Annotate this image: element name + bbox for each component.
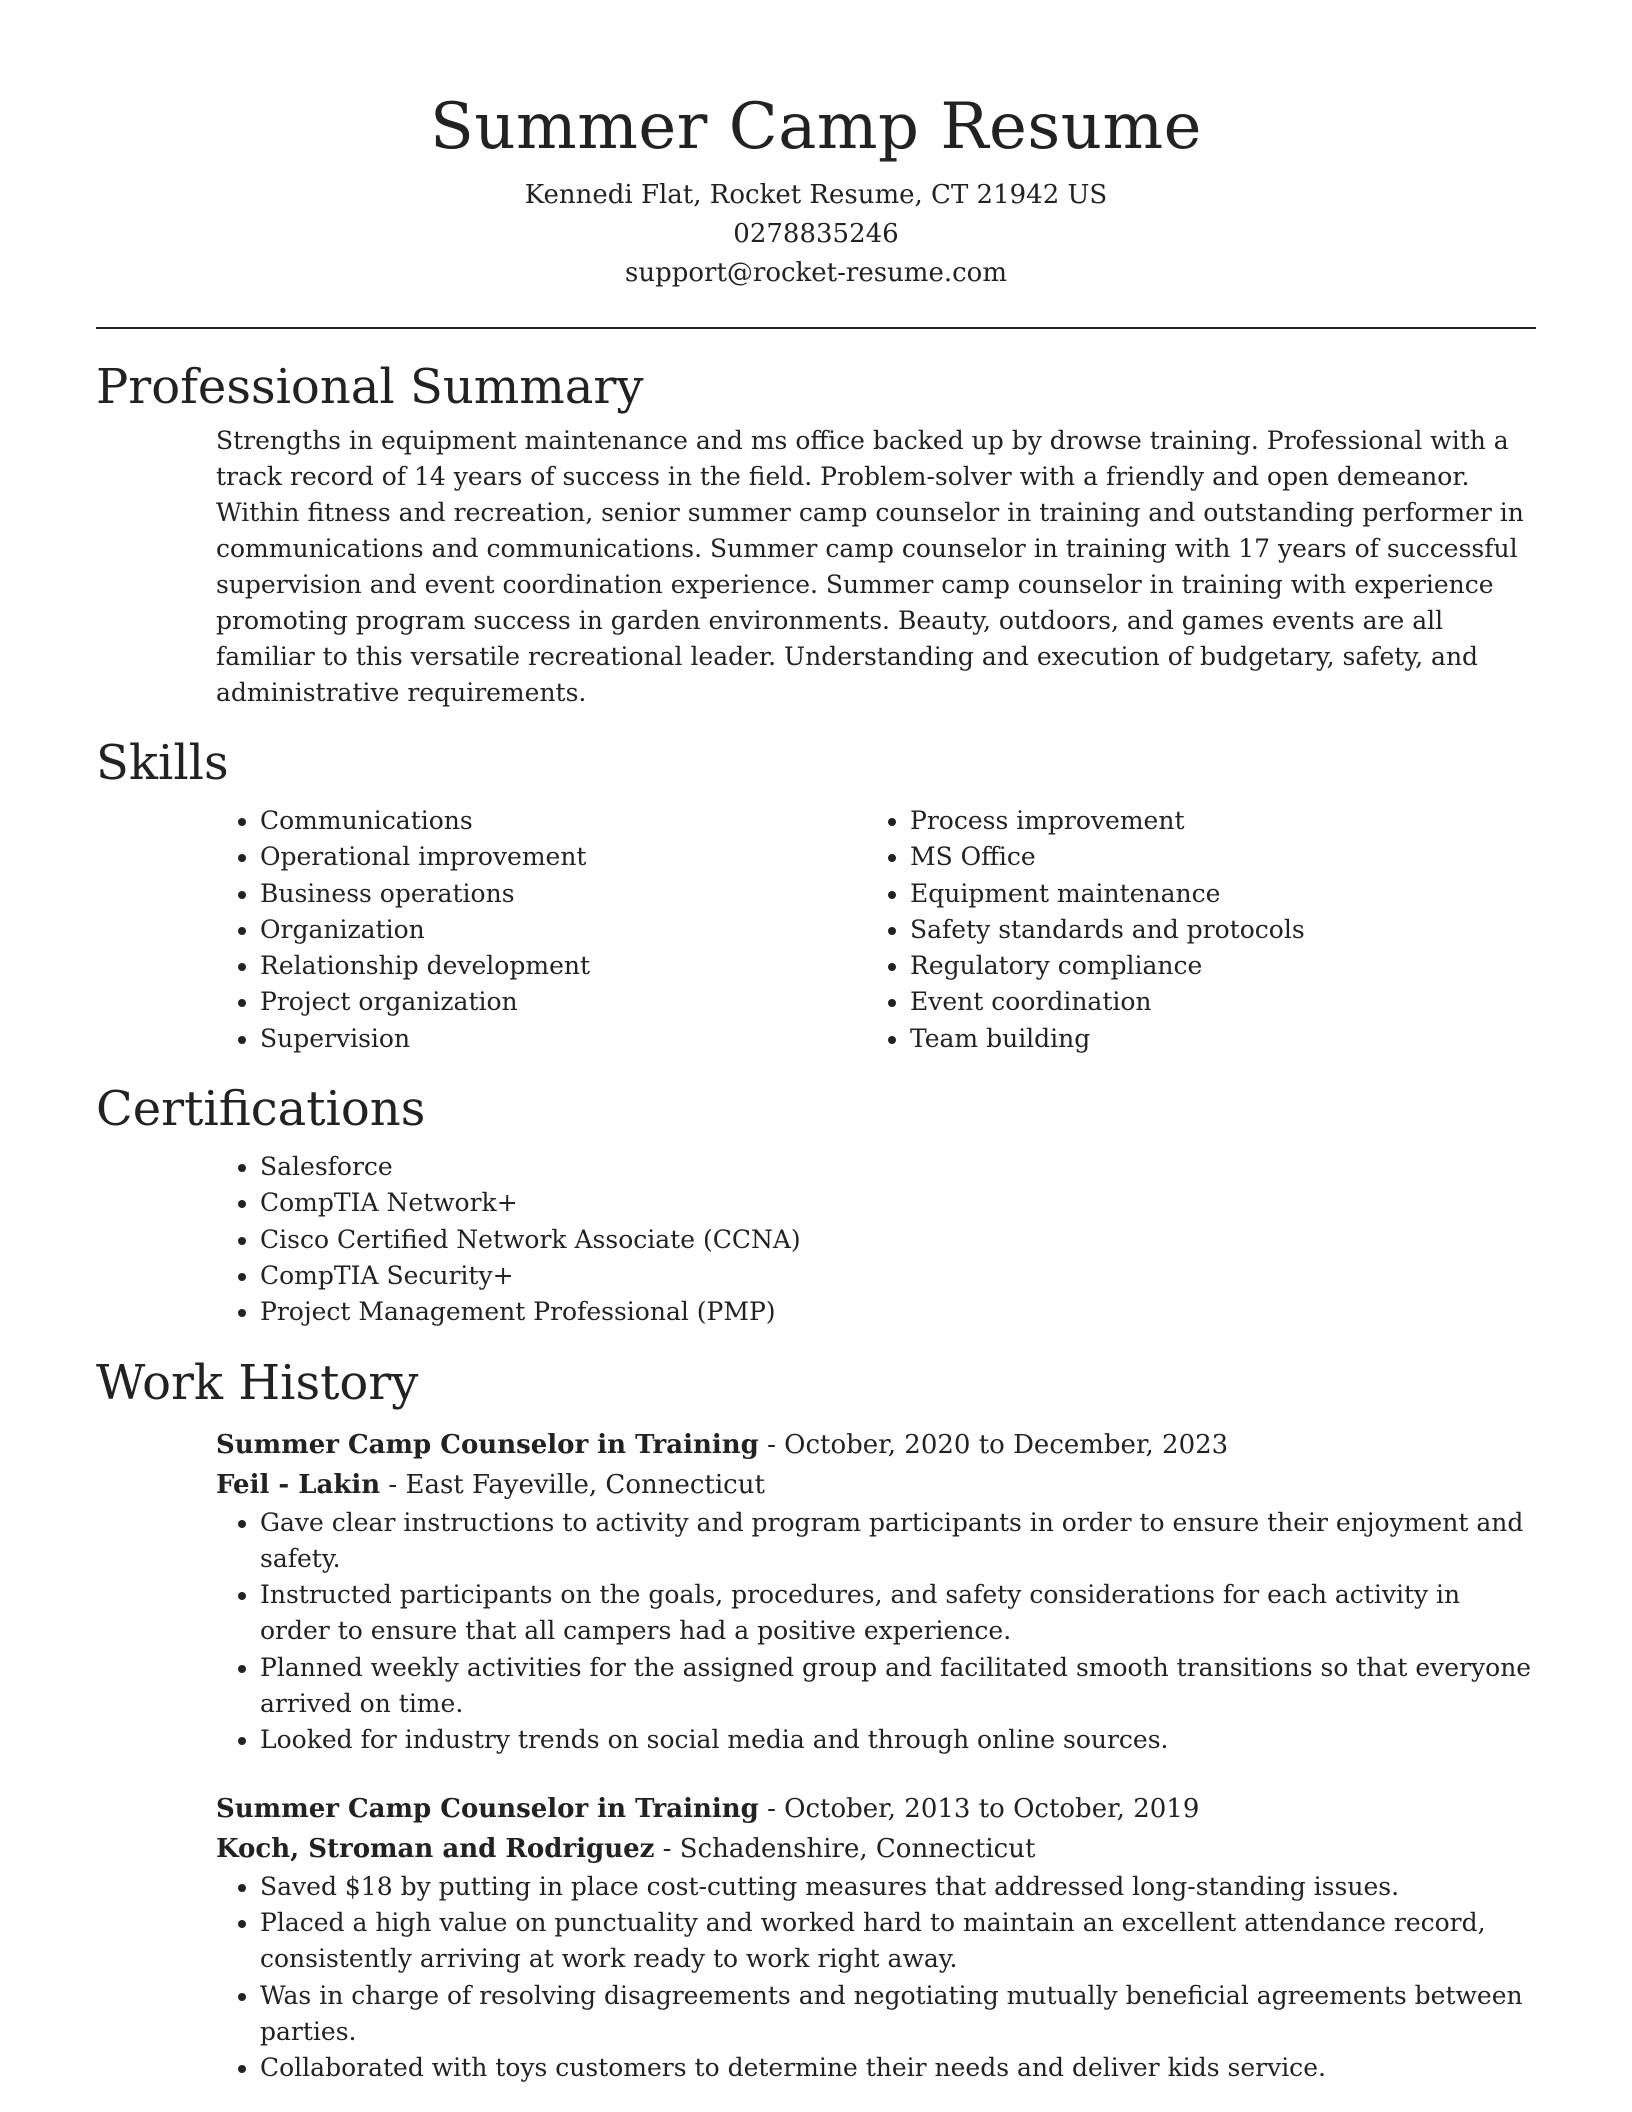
skill-item: • Relationship development xyxy=(260,948,866,984)
certification-item: • Cisco Certified Network Associate (CCNA) xyxy=(260,1222,1536,1258)
job-entry xyxy=(216,1425,1536,1759)
job-company: Koch, Stroman and Rodriguez xyxy=(216,1833,655,1864)
skills-grid xyxy=(216,803,1536,1057)
job-bullets xyxy=(216,1869,1536,2087)
job-title: Summer Camp Counselor in Training xyxy=(216,1793,759,1824)
resume-page xyxy=(96,0,1536,2086)
job-company: Feil - Lakin xyxy=(216,1469,381,1500)
skill-item: • Safety standards and protocols xyxy=(910,912,1516,948)
contact-phone: 0278835246 xyxy=(733,219,899,249)
job-title-line xyxy=(216,1425,1536,1465)
job-company-line xyxy=(216,1829,1536,1869)
skills-section xyxy=(96,733,1536,1057)
certification-item: • Salesforce xyxy=(260,1149,1536,1185)
certifications-list xyxy=(216,1149,1536,1330)
job-separator: - xyxy=(758,1429,785,1460)
summary-text: Strengths in equipment maintenance and ms office backed up by drowse training. Professional with a track record of 14 years of success in the field. Problem-solver with a friendly and open demeanor. Within fitness and recreation, senior summer camp counselor in training and outstanding performer in communications and communications. Summer camp counselor in training with 17 years of successful supervision and event coordination experience. Summer camp counselor in training with experience promoting program success in garden environments. Beauty, outdoors, and games events are all familiar to this versatile recreational leader. Understanding and execution of budgetary, safety, and administrative requirements. xyxy=(216,426,1524,707)
skill-item: • Event coordination xyxy=(910,984,1516,1020)
certifications-list-wrap xyxy=(216,1149,1536,1330)
job-separator: - xyxy=(654,1833,680,1864)
job-bullet: • Looked for industry trends on social media and through online sources. xyxy=(260,1722,1536,1758)
skills-column-right xyxy=(866,803,1516,1057)
skill-item: • Communications xyxy=(260,803,866,839)
job-title: Summer Camp Counselor in Training xyxy=(216,1429,759,1460)
work-history-section xyxy=(96,1353,1536,2087)
skill-item: • Project organization xyxy=(260,984,866,1020)
job-separator: - xyxy=(380,1469,406,1500)
contact-email: support@rocket-resume.com xyxy=(624,258,1007,288)
skill-item: • Supervision xyxy=(260,1021,866,1057)
section-title-certifications: Certifications xyxy=(96,1081,426,1138)
skill-item: • Business operations xyxy=(260,876,866,912)
skill-item: • Regulatory compliance xyxy=(910,948,1516,984)
contact-block xyxy=(96,176,1536,293)
job-bullet: • Gave clear instructions to activity and program participants in order to ensure their enjoyment and safety. xyxy=(260,1505,1536,1578)
job-entry xyxy=(216,1789,1536,2087)
job-dates: October, 2020 to December, 2023 xyxy=(784,1429,1229,1460)
job-location: East Fayeville, Connecticut xyxy=(405,1469,765,1500)
job-dates: October, 2013 to October, 2019 xyxy=(784,1793,1200,1824)
job-bullet: • Instructed participants on the goals, procedures, and safety considerations for each activity in order to ensure that all campers had a positive experience. xyxy=(260,1577,1536,1650)
job-company-line xyxy=(216,1465,1536,1505)
certification-item: • CompTIA Security+ xyxy=(260,1258,1536,1294)
resume-header xyxy=(96,0,1536,293)
job-bullet: • Collaborated with toys customers to determine their needs and deliver kids service. xyxy=(260,2050,1536,2086)
job-location: Schadenshire, Connecticut xyxy=(679,1833,1036,1864)
certification-item: • Project Management Professional (PMP) xyxy=(260,1294,1536,1330)
job-bullets xyxy=(216,1505,1536,1759)
skills-list-right xyxy=(866,803,1516,1057)
certifications-section xyxy=(96,1079,1536,1330)
job-title-line xyxy=(216,1789,1536,1829)
skill-item: • Equipment maintenance xyxy=(910,876,1516,912)
job-bullet: • Placed a high value on punctuality and worked hard to maintain an excellent attendance record, consistently arriving at work ready to work right away. xyxy=(260,1905,1536,1978)
job-bullet: • Was in charge of resolving disagreements and negotiating mutually beneficial agreements between parties. xyxy=(260,1978,1536,2051)
skill-item: • MS Office xyxy=(910,839,1516,875)
resume-title: Summer Camp Resume xyxy=(429,90,1203,164)
job-bullet: • Saved $18 by putting in place cost-cutting measures that addressed long-standing issues. xyxy=(260,1869,1536,1905)
section-title-summary: Professional Summary xyxy=(96,359,644,415)
certification-item: • CompTIA Network+ xyxy=(260,1185,1536,1221)
skill-item: • Organization xyxy=(260,912,866,948)
job-bullet: • Planned weekly activities for the assigned group and facilitated smooth transitions so that everyone arrived on time. xyxy=(260,1650,1536,1723)
header-divider xyxy=(96,327,1536,329)
skill-item: • Operational improvement xyxy=(260,839,866,875)
professional-summary-section xyxy=(96,357,1536,711)
skills-list-left xyxy=(216,803,866,1057)
contact-address: Kennedi Flat, Rocket Resume, CT 21942 US xyxy=(524,180,1108,210)
job-separator: - xyxy=(758,1793,785,1824)
skill-item: • Process improvement xyxy=(910,803,1516,839)
section-title-skills: Skills xyxy=(96,735,229,791)
skill-item: • Team building xyxy=(910,1021,1516,1057)
skills-column-left xyxy=(216,803,866,1057)
section-title-work-history: Work History xyxy=(96,1354,419,1411)
